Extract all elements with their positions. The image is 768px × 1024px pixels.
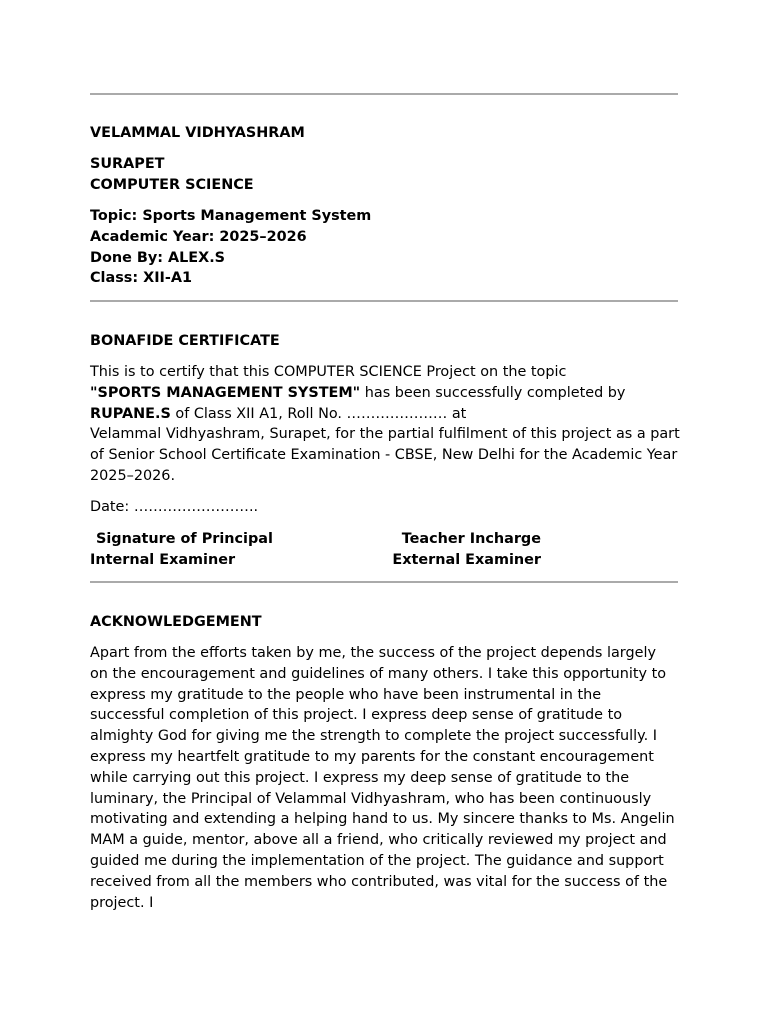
school-name: VELAMMAL VIDHYASHRAM: [90, 125, 305, 141]
project-info-block: [90, 206, 678, 289]
project-topic: Topic: Sports Management System: [90, 208, 372, 224]
certificate-line-3-rest: of Class XII A1, Roll No. ………………… at: [170, 405, 467, 422]
certificate-heading: BONAFIDE CERTIFICATE: [90, 333, 280, 349]
certificate-line-2-rest: has been successfully completed by: [360, 384, 626, 401]
acknowledgement-heading: ACKNOWLEDGEMENT: [90, 614, 262, 630]
done-by: Done By: ALEX.S: [90, 249, 226, 266]
certificate-line-1: This is to certify that this COMPUTER SCIENCE Project on the topic: [90, 364, 567, 380]
certificate-line-2: [90, 383, 678, 404]
header-block: [90, 123, 678, 144]
place-name: SURAPET: [90, 156, 165, 172]
certificate-body: [90, 362, 678, 487]
signature-internal: Internal Examiner: [90, 551, 236, 568]
signature-teacher: Teacher Incharge: [401, 531, 541, 547]
student-name: RUPANE.S: [90, 405, 171, 422]
certificate-line-3: [90, 404, 678, 425]
certificate-date: Date: ……………………..: [90, 499, 259, 515]
divider-top: [90, 93, 678, 95]
subject-name: COMPUTER SCIENCE: [90, 176, 254, 193]
place-subject-block: [90, 154, 678, 196]
certificate-line-4: Velammal Vidhyashram, Surapet, for the partial fulfilment of this project as a part of Senior School Certificate Examination - CBSE, New Delhi for the Academic Year 2025–2026.: [90, 426, 680, 484]
signature-external: External Examiner: [392, 551, 541, 568]
signature-principal: Signature of Principal: [96, 531, 273, 547]
acknowledgement-body: Apart from the efforts taken by me, the success of the project depends largely on the encouragement and guidelines of many others. I take this opportunity to express my gratitude to the people who have been instrumental in the successful completion of this project. I express deep sense of gratitude to almighty God for giving me the strength to complete the project successfully. I express my heartfelt gratitude to my parents for the constant encouragement while carrying out this project. I express my deep sense of gratitude to the luminary, the Principal of Velammal Vidhyashram, who has been continuously motivating and extending a helping hand to us. My sincere thanks to Ms. Angelin MAM a guide, mentor, above all a friend, who critically reviewed my project and guided me during the implementation of the project. The guidance and support received from all the members who contributed, was vital for the success of the project. I: [90, 645, 675, 911]
signature-block: [90, 529, 678, 571]
class-name: Class: XII-A1: [90, 270, 193, 287]
divider-3: [90, 581, 678, 583]
academic-year: Academic Year: 2025–2026: [90, 228, 307, 245]
project-name: "SPORTS MANAGEMENT SYSTEM": [90, 384, 361, 401]
divider-2: [90, 300, 678, 302]
